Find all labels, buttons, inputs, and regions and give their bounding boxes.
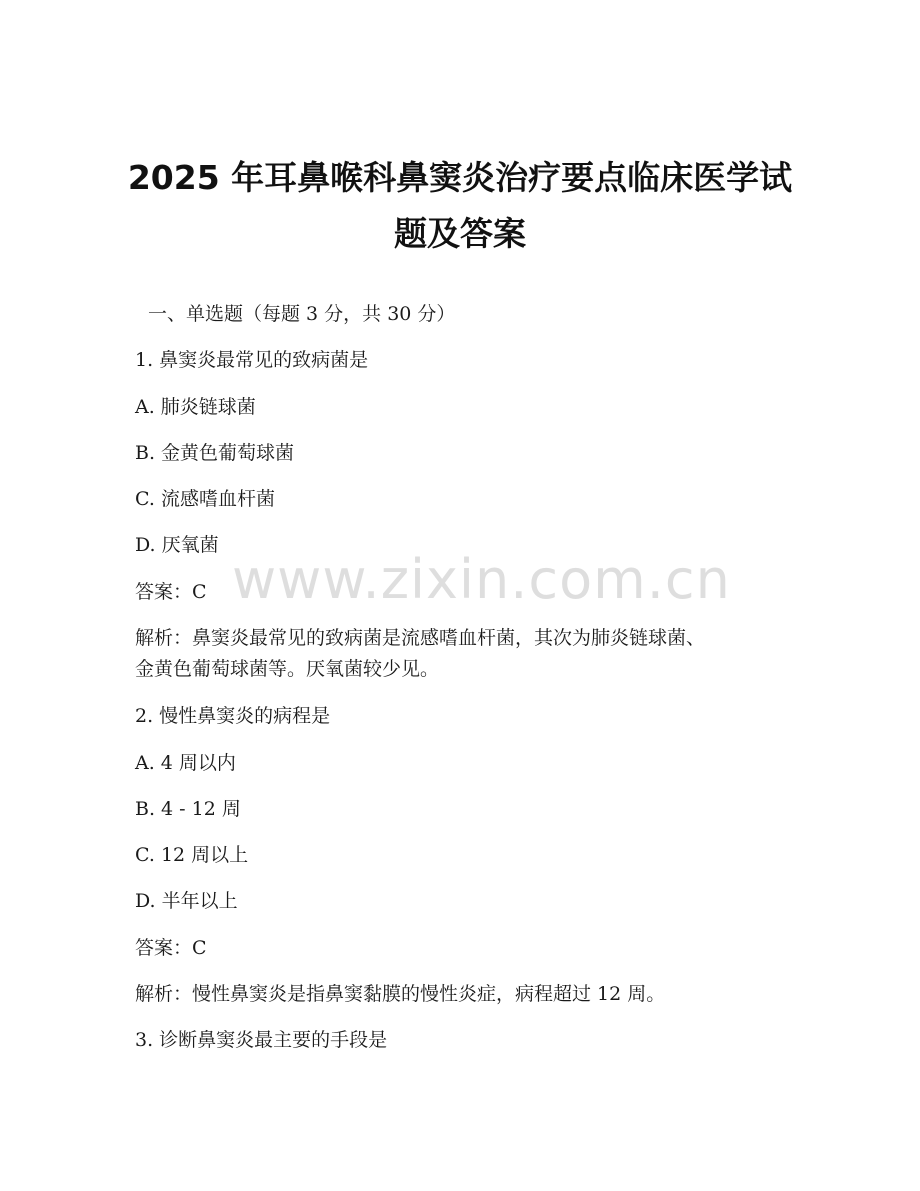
watermark-text: www.zixin.com.cn (232, 548, 731, 611)
question-3-stem: 3. 诊断鼻窦炎最主要的手段是 (135, 1029, 388, 1051)
question-1-analysis-line-1: 解析：鼻窦炎最常见的致病菌是流感嗜血杆菌，其次为肺炎链球菌、 (135, 627, 706, 649)
question-2-option-c: C. 12 周以上 (135, 844, 249, 866)
question-2-option-d: D. 半年以上 (135, 890, 238, 912)
question-1-option-a: A. 肺炎链球菌 (135, 396, 256, 418)
question-2-stem: 2. 慢性鼻窦炎的病程是 (135, 705, 331, 727)
title-line-2: 题及答案 (394, 214, 526, 253)
title-line-1: 2025 年耳鼻喉科鼻窦炎治疗要点临床医学试 (127, 158, 793, 197)
question-2-option-a: A. 4 周以内 (135, 752, 236, 774)
question-1-option-b: B. 金黄色葡萄球菌 (135, 442, 295, 464)
question-1-stem: 1. 鼻窦炎最常见的致病菌是 (135, 349, 369, 371)
question-2-option-b: B. 4 - 12 周 (135, 798, 241, 820)
question-1-option-c: C. 流感嗜血杆菌 (135, 488, 275, 510)
question-1-answer: 答案：C (135, 581, 207, 603)
document-title (100, 150, 820, 262)
question-1-option-d: D. 厌氧菌 (135, 534, 219, 556)
question-2-answer: 答案：C (135, 937, 207, 959)
question-2-analysis-line-1: 解析：慢性鼻窦炎是指鼻窦黏膜的慢性炎症，病程超过 12 周。 (135, 983, 666, 1005)
question-1-analysis-line-2: 金黄色葡萄球菌等。厌氧菌较少见。 (135, 658, 440, 680)
section-heading: 一、单选题（每题 3 分，共 30 分） (148, 303, 456, 325)
